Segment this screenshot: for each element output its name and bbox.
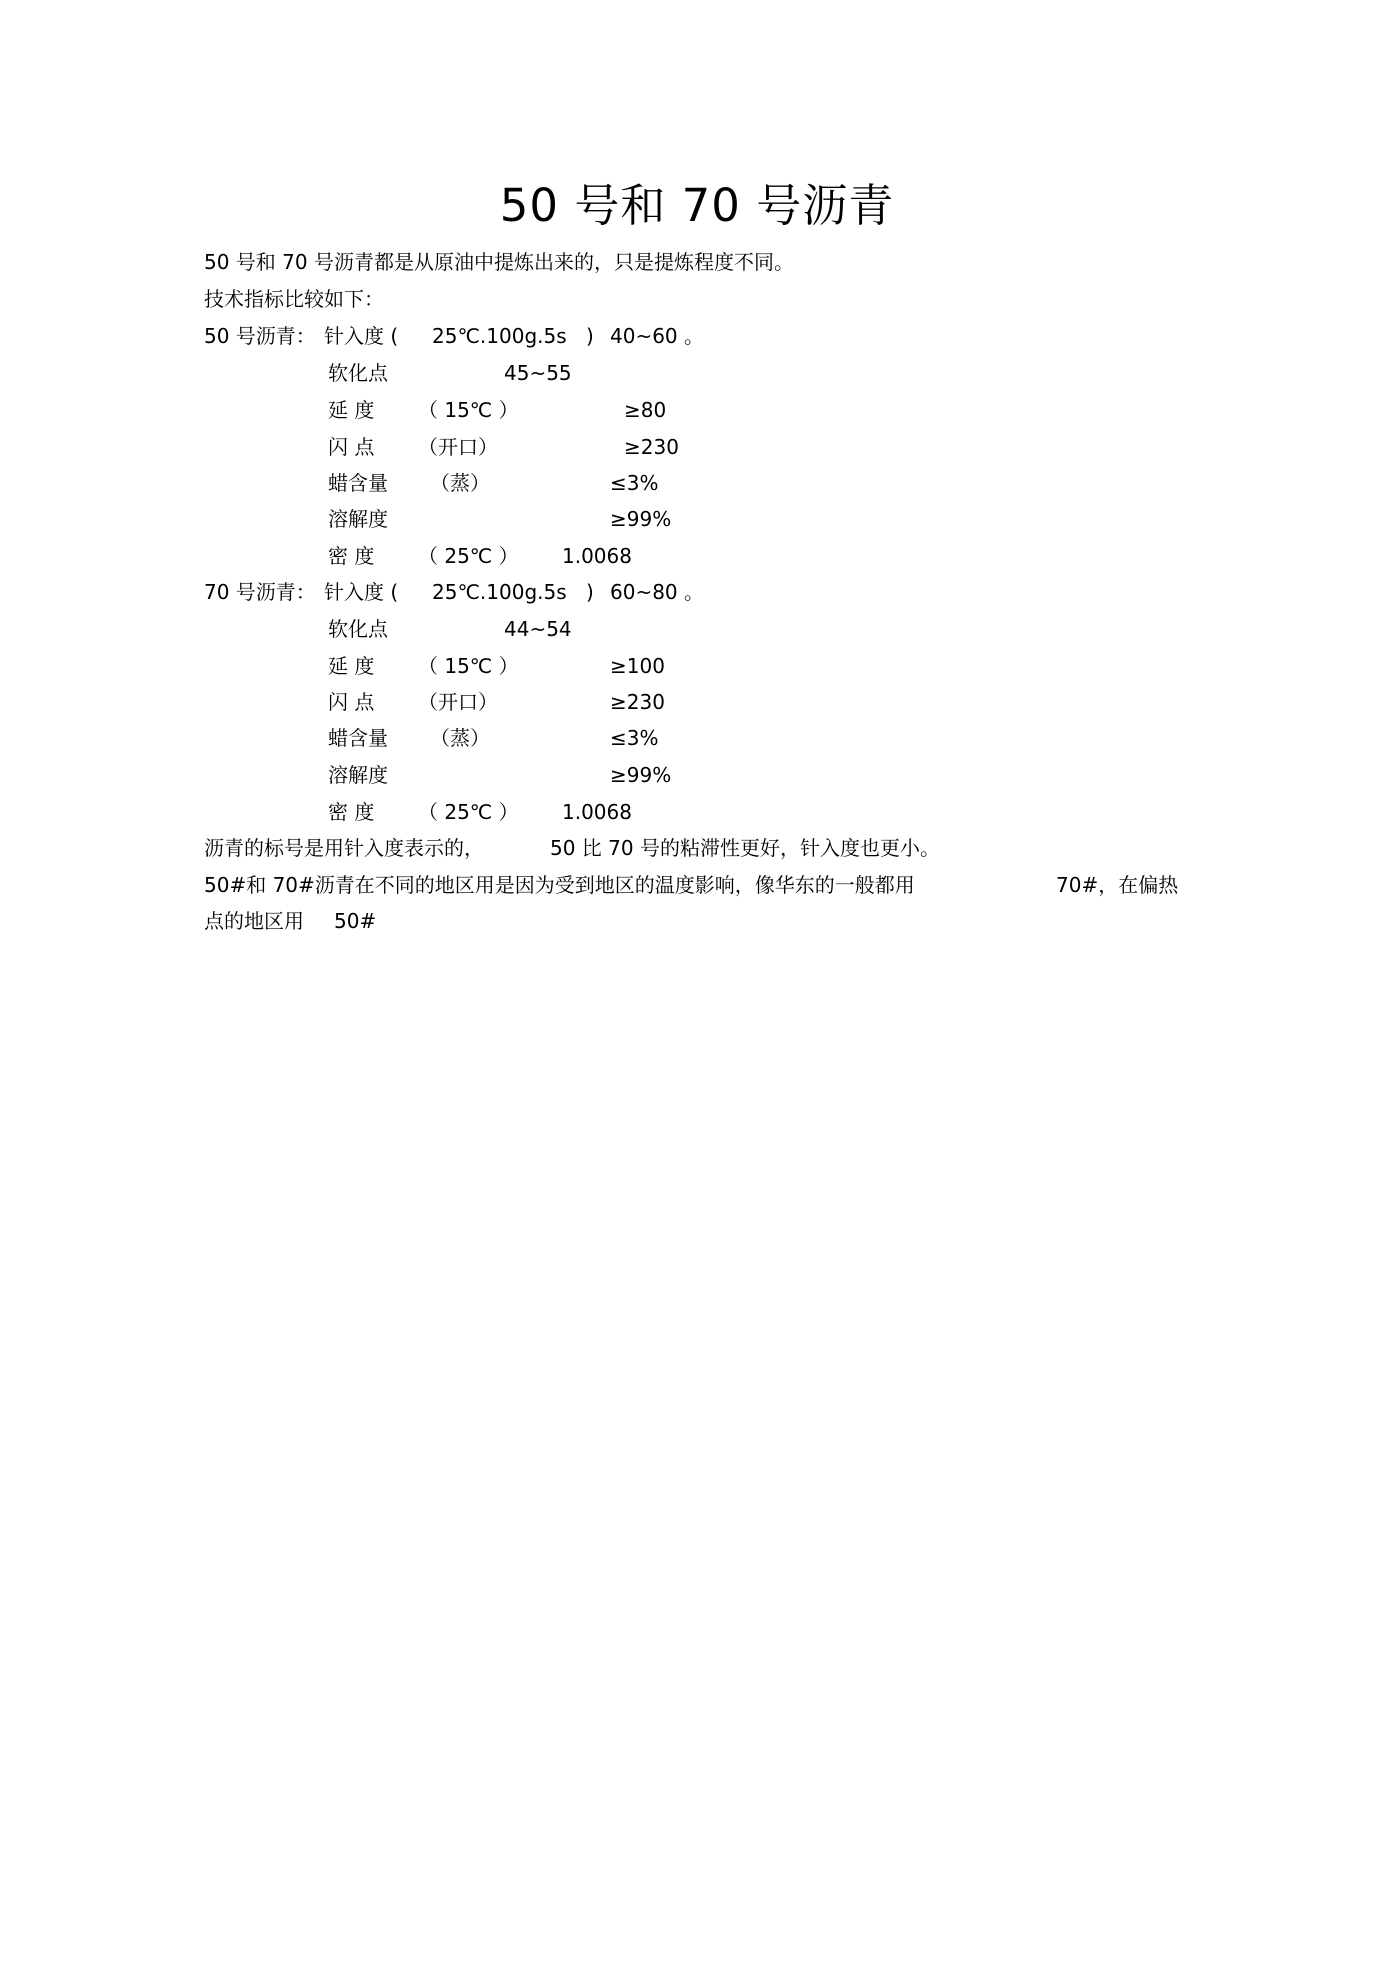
note-region-usage-part3: 点的地区用 <box>204 909 304 933</box>
grade70-flashpoint-value: ≥230 <box>610 690 665 714</box>
grade70-penetration-close: ) <box>586 580 594 604</box>
grade70-ductility-condition: （ 15℃ ） <box>418 654 519 678</box>
note-grade-meaning-part2: 50 比 70 号的粘滞性更好，针入度也更小。 <box>550 836 940 860</box>
grade50-ductility-condition: （ 15℃ ） <box>418 398 519 422</box>
grade50-softening-name: 软化点 <box>328 361 388 385</box>
grade50-solubility-name: 溶解度 <box>328 507 388 531</box>
grade70-solubility-name: 溶解度 <box>328 763 388 787</box>
grade50-flashpoint-value: ≥230 <box>624 435 679 459</box>
compare-heading: 技术指标比较如下： <box>204 287 384 311</box>
grade70-wax-value: ≤3% <box>610 726 659 750</box>
grade70-solubility-value: ≥99% <box>610 763 672 787</box>
grade50-wax-value: ≤3% <box>610 471 659 495</box>
grade70-softening-name: 软化点 <box>328 617 388 641</box>
grade50-softening-value: 45~55 <box>504 361 572 385</box>
grade50-density-value: 1.0068 <box>562 544 632 568</box>
grade50-ductility-value: ≥80 <box>624 398 667 422</box>
grade50-label: 50 号沥青： <box>204 324 316 348</box>
intro-paragraph: 50 号和 70 号沥青都是从原油中提炼出来的，只是提炼程度不同。 <box>204 250 794 274</box>
grade50-penetration-close: ) <box>586 324 594 348</box>
grade70-density-name: 密 度 <box>328 800 375 824</box>
grade70-ductility-value: ≥100 <box>610 654 665 678</box>
grade50-penetration-name: 针入度 ( <box>324 324 399 348</box>
grade50-wax-name: 蜡含量 <box>328 471 388 495</box>
grade50-solubility-value: ≥99% <box>610 507 672 531</box>
note-region-usage-part2: 70#，在偏热 <box>1056 873 1179 897</box>
grade70-density-condition: （ 25℃ ） <box>418 800 519 824</box>
grade70-penetration-condition: 25℃.100g.5s <box>432 580 567 604</box>
grade50-penetration-value: 40~60 。 <box>610 324 705 348</box>
grade70-density-value: 1.0068 <box>562 800 632 824</box>
grade70-label: 70 号沥青： <box>204 580 316 604</box>
grade50-density-condition: （ 25℃ ） <box>418 544 519 568</box>
note-region-usage-part1: 50#和 70#沥青在不同的地区用是因为受到地区的温度影响，像华东的一般都用 <box>204 873 915 897</box>
grade50-ductility-name: 延 度 <box>328 398 375 422</box>
page-title: 50 号和 70 号沥青 <box>499 179 895 232</box>
grade70-flashpoint-condition: （开口） <box>418 690 498 714</box>
grade50-flashpoint-condition: （开口） <box>418 435 498 459</box>
grade70-softening-value: 44~54 <box>504 617 572 641</box>
grade70-penetration-name: 针入度 ( <box>324 580 399 604</box>
grade50-density-name: 密 度 <box>328 544 375 568</box>
note-region-usage-part4: 50# <box>334 909 377 933</box>
grade50-wax-condition: （蒸） <box>430 471 490 495</box>
note-grade-meaning-part1: 沥青的标号是用针入度表示的， <box>204 836 484 860</box>
grade70-penetration-value: 60~80 。 <box>610 580 705 604</box>
grade50-flashpoint-name: 闪 点 <box>328 435 375 459</box>
grade70-ductility-name: 延 度 <box>328 654 375 678</box>
grade50-penetration-condition: 25℃.100g.5s <box>432 324 567 348</box>
grade70-wax-name: 蜡含量 <box>328 726 388 750</box>
grade70-wax-condition: （蒸） <box>430 726 490 750</box>
grade70-flashpoint-name: 闪 点 <box>328 690 375 714</box>
